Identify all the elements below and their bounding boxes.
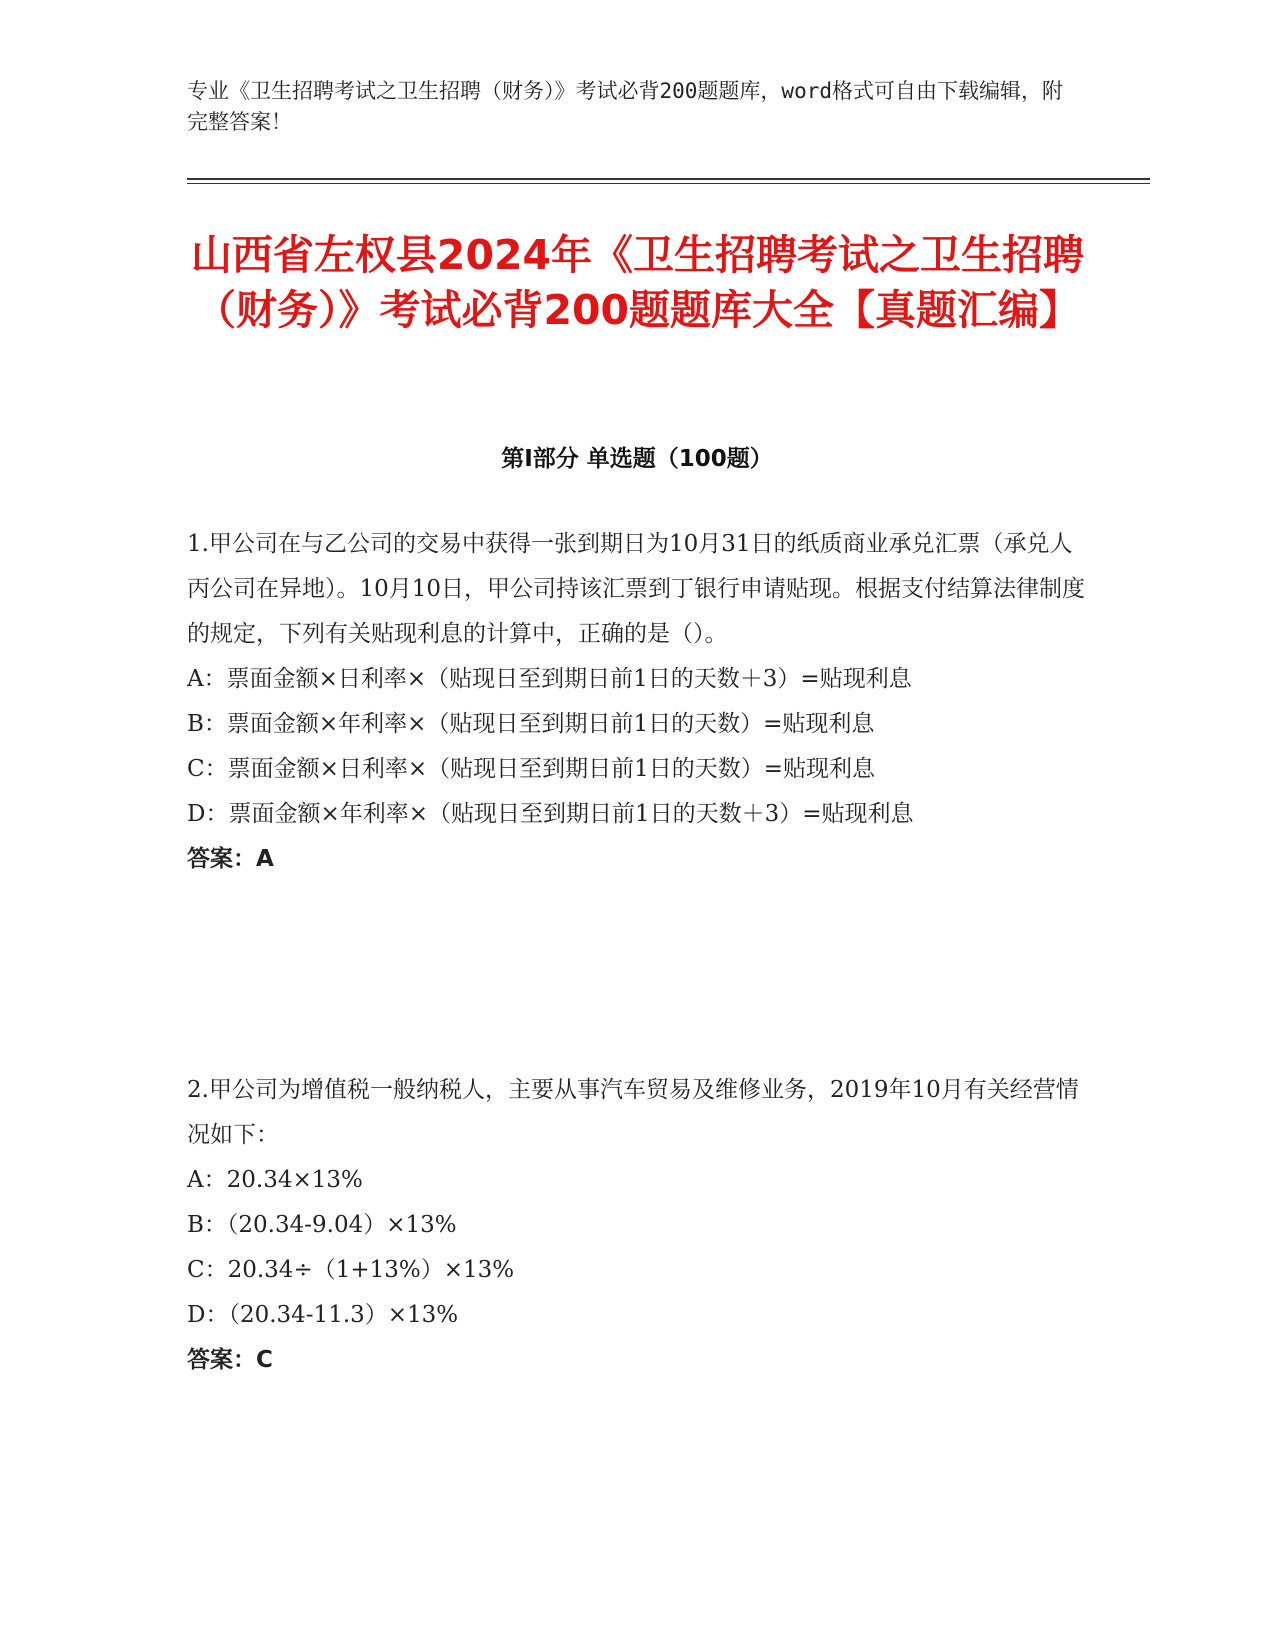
answer-line: 答案：C: [187, 1347, 273, 1373]
question-2: [187, 1068, 1087, 1383]
option-c: C：票面金额×日利率×（贴现日至到期日前1日的天数）=贴现利息: [187, 756, 876, 782]
option-a: A：20.34×13%: [187, 1167, 363, 1193]
header-note: 专业《卫生招聘考试之卫生招聘（财务）》考试必背200题题库，word格式可自由下载编辑，附完整答案！: [187, 79, 1063, 134]
answer-line: 答案：A: [187, 846, 274, 872]
option-a: A：票面金额×日利率×（贴现日至到期日前1日的天数＋3）=贴现利息: [187, 666, 912, 692]
option-d: D：（20.34-11.3）×13%: [187, 1302, 459, 1328]
question-text: 1.甲公司在与乙公司的交易中获得一张到期日为10月31日的纸质商业承兑汇票（承兑人丙公司在异地）。10月10日，甲公司持该汇票到丁银行申请贴现。根据支付结算法律制度的规定，下列有关贴现利息的计算中，正确的是（）。: [187, 531, 1086, 647]
header-divider-thin: [187, 183, 1150, 184]
document-title: 山西省左权县2024年《卫生招聘考试之卫生招聘（财务）》考试必背200题题库大全【真题汇编】: [190, 231, 1085, 334]
header-divider-thick: [187, 178, 1150, 180]
option-b: B：（20.34-9.04）×13%: [187, 1212, 457, 1238]
question-text: 2.甲公司为增值税一般纳税人，主要从事汽车贸易及维修业务，2019年10月有关经营情况如下：: [187, 1077, 1079, 1148]
option-d: D：票面金额×年利率×（贴现日至到期日前1日的天数＋3）=贴现利息: [187, 801, 914, 827]
option-b: B：票面金额×年利率×（贴现日至到期日前1日的天数）=贴现利息: [187, 711, 875, 737]
question-1: [187, 522, 1087, 882]
section-heading: 第I部分 单选题（100题）: [501, 446, 773, 472]
option-c: C：20.34÷（1+13%）×13%: [187, 1257, 515, 1283]
